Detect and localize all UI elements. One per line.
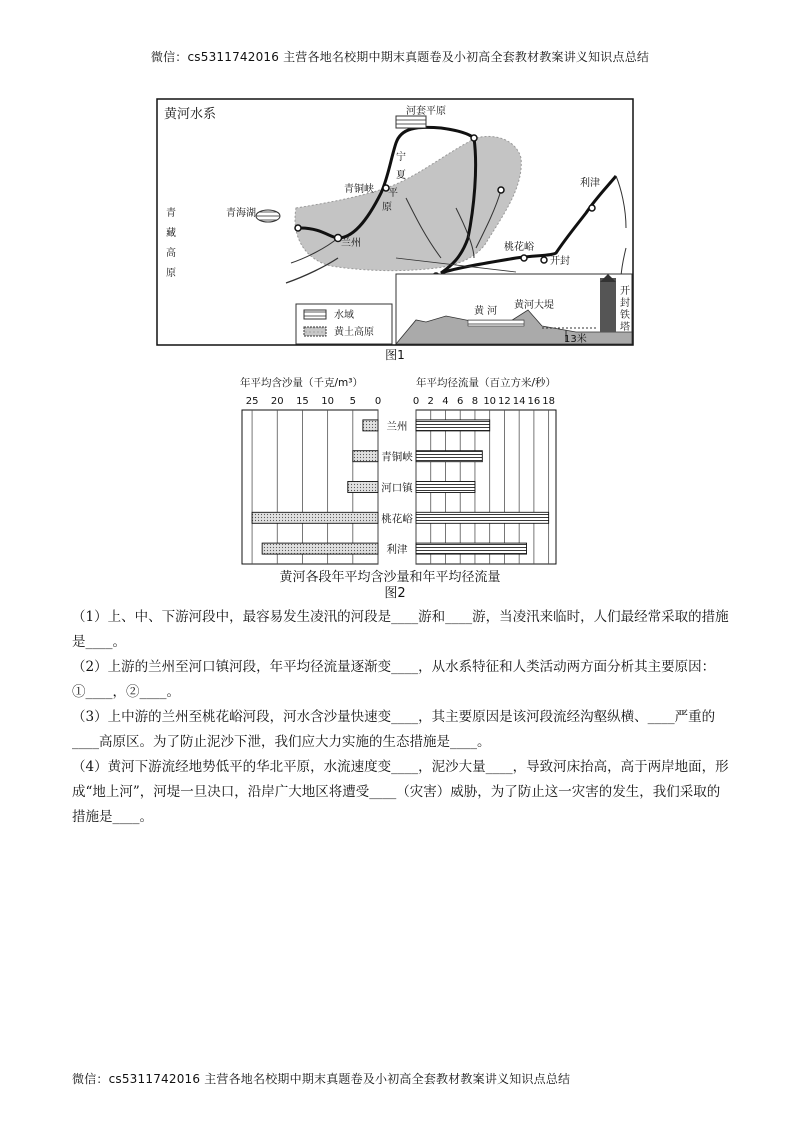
label-qing: 青 xyxy=(166,208,176,219)
left-tick-label: 20 xyxy=(270,396,284,407)
left-tick-label: 15 xyxy=(296,396,309,407)
left-tick-label: 5 xyxy=(349,396,357,407)
category-label: 青铜峡 xyxy=(381,451,413,464)
city-marker-hekou xyxy=(471,135,477,141)
city-marker xyxy=(589,205,595,211)
map-title: 黄河水系 xyxy=(164,107,217,122)
left-axis-label: 年平均含沙量（千克/m³） xyxy=(240,377,363,389)
inset-tower-char: 铁 xyxy=(620,310,630,321)
figure2-caption: 图2 xyxy=(384,586,406,601)
label-ping: 平 xyxy=(388,188,398,199)
sediment-runoff-chart xyxy=(230,372,560,566)
yellow-river-map xyxy=(156,98,634,346)
right-tick-label: 18 xyxy=(542,396,555,407)
right-axis-label: 年平均径流量（百立方米/秒） xyxy=(416,377,557,389)
city-marker-kaifeng xyxy=(541,257,547,263)
runoff-bar xyxy=(416,482,475,493)
category-label: 桃花峪 xyxy=(381,512,413,525)
map-legend xyxy=(296,304,392,344)
label-yuan2: 原 xyxy=(166,268,176,279)
right-tick-label: 4 xyxy=(442,396,449,407)
right-tick-label: 14 xyxy=(512,396,526,407)
right-tick-label: 8 xyxy=(471,396,479,407)
inset-tower-char: 开 xyxy=(620,286,630,297)
label-taohuayu: 桃花峪 xyxy=(504,242,534,253)
legend-loess: 黄土高原 xyxy=(334,327,374,338)
inset-dam-label: 黄河大堤 xyxy=(514,300,554,311)
inset-tower-char: 塔 xyxy=(620,322,630,333)
runoff-bar xyxy=(416,420,490,431)
label-yuan: 原 xyxy=(382,202,392,213)
label-gao: 高 xyxy=(166,248,176,259)
city-marker-taohuayu xyxy=(521,255,527,261)
sediment-bar xyxy=(353,451,378,462)
label-ning: 宁 xyxy=(396,152,406,163)
hetao-plain-shape xyxy=(396,116,426,128)
question-2: （2）上游的兰州至河口镇河段，年平均径流量逐渐变____，从水系特征和人类活动两方面分析其主要原因：①____，②____。 xyxy=(72,659,716,700)
label-kaifeng: 开封 xyxy=(550,256,570,267)
page-header: 微信：cs5311742016 主营各地名校期中期末真题卷及小初高全套教材教案讲义知识点总结 xyxy=(150,50,650,64)
qinghai-lake-shape xyxy=(256,210,280,222)
sediment-bar xyxy=(252,512,378,523)
sediment-bar xyxy=(262,543,378,554)
inset-tower-char: 封 xyxy=(620,298,630,309)
question-3: （3）上中游的兰州至桃花峪河段，河水含沙量快速变____，其主要原因是该河段流经沟壑纵横、____严重的____高原区。为了防止泥沙下泄，我们应大力实施的生态措施是____。 xyxy=(72,709,716,750)
sediment-bar xyxy=(363,420,378,431)
label-qingtongxia: 青铜峡 xyxy=(344,184,374,195)
right-tick-label: 0 xyxy=(412,396,420,407)
label-hetao: 河套平原 xyxy=(406,106,446,117)
right-tick-label: 6 xyxy=(457,396,464,407)
figure1-caption: 图1 xyxy=(385,348,405,362)
chart-title: 黄河各段年平均含沙量和年平均径流量 xyxy=(279,570,501,585)
page-footer: 微信：cs5311742016 主营各地名校期中期末真题卷及小初高全套教材教案讲义知识点总结 xyxy=(72,1072,571,1086)
category-label: 河口镇 xyxy=(381,482,413,494)
label-zang: 藏 xyxy=(166,228,176,239)
runoff-bar xyxy=(416,543,527,554)
label-lanzhou: 兰州 xyxy=(341,238,361,249)
question-4: （4）黄河下游流经地势低平的华北平原，水流速度变____，泥沙大量____，导致河床抬高，高于两岸地面，形成“地上河”，河堤一旦决口，沿岸广大地区将遭受____（灾害）威胁，为了防止这一灾害的发生，我们采取的措施是____。 xyxy=(72,759,729,825)
runoff-bar xyxy=(416,512,549,523)
question-1: （1）上、中、下游河段中，最容易发生凌汛的河段是____游和____游，当凌汛来临时，人们最经常采取的措施是____。 xyxy=(72,609,729,650)
left-tick-label: 25 xyxy=(245,396,259,407)
question-list xyxy=(72,605,732,830)
runoff-bar xyxy=(416,451,482,462)
inset-height-label: 13米 xyxy=(564,334,587,345)
right-tick-label: 2 xyxy=(427,396,434,407)
city-marker xyxy=(498,187,504,193)
category-label: 兰州 xyxy=(386,420,408,433)
inset-river-label: 黄 河 xyxy=(474,306,498,317)
left-tick-label: 0 xyxy=(374,396,382,407)
category-label: 利津 xyxy=(386,543,408,556)
legend-water: 水域 xyxy=(334,310,354,321)
label-qinghaihu: 青海湖 xyxy=(226,208,256,219)
label-lijin: 利津 xyxy=(580,178,600,189)
left-tick-label: 10 xyxy=(321,396,334,407)
right-tick-label: 10 xyxy=(483,396,497,407)
city-marker xyxy=(295,225,301,231)
sediment-bar xyxy=(348,482,378,493)
label-xia: 夏 xyxy=(396,170,406,181)
right-tick-label: 12 xyxy=(498,396,511,407)
right-tick-label: 16 xyxy=(527,396,541,407)
